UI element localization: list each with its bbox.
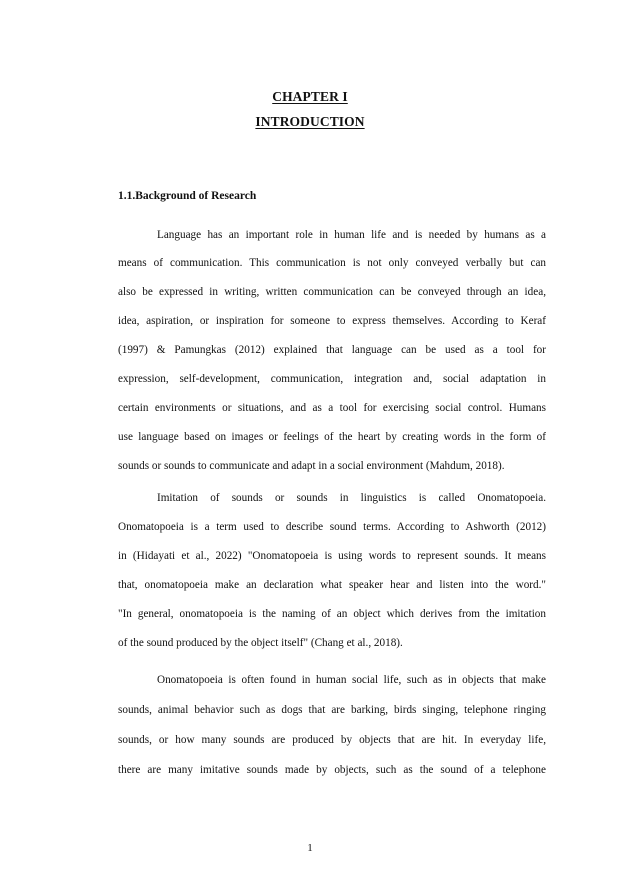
paragraph-line: sounds, or how many sounds are produced by objects that are hit. In everyday life, — [118, 734, 546, 746]
paragraph-line: there are many imitative sounds made by objects, such as the sound of a telephone — [118, 764, 546, 776]
paragraph-line: Onomatopoeia is often found in human social life, such as in objects that make — [157, 674, 546, 686]
paragraph-line: in (Hidayati et al., 2022) "Onomatopoeia is using words to represent sounds. It means — [118, 550, 546, 562]
paragraph-line: use language based on images or feelings of the heart by creating words in the form of — [118, 431, 546, 443]
paragraph-line: means of communication. This communication is not only conveyed verbally but can — [118, 257, 546, 269]
paragraph-line: that, onomatopoeia make an declaration what speaker hear and listen into the word." — [118, 579, 546, 591]
paragraph-line: (1997) & Pamungkas (2012) explained that language can be used as a tool for — [118, 344, 546, 356]
chapter-title: CHAPTER I — [272, 89, 348, 104]
paragraph-line: certain environments or situations, and as a tool for exercising social control. Humans — [118, 402, 546, 414]
paragraph-line: sounds or sounds to communicate and adapt in a social environment (Mahdum, 2018). — [118, 460, 505, 472]
page-number: 1 — [307, 842, 313, 854]
paragraph-line: idea, aspiration, or inspiration for someone to express themselves. According to Keraf — [118, 315, 546, 327]
paragraph-line: Imitation of sounds or sounds in linguistics is called Onomatopoeia. — [157, 492, 546, 504]
paragraph-line: also be expressed in writing, written communication can be conveyed through an idea, — [118, 286, 546, 298]
paragraph-line: sounds, animal behavior such as dogs that are barking, birds singing, telephone ringing — [118, 704, 546, 716]
paragraph-line: "In general, onomatopoeia is the naming of an object which derives from the imitation — [118, 608, 546, 620]
paragraph-line: expression, self-development, communication, integration and, social adaptation in — [118, 373, 546, 385]
section-heading: 1.1.Background of Research — [118, 190, 257, 202]
paragraph-line: Language has an important role in human life and is needed by humans as a — [157, 229, 546, 241]
chapter-subtitle: INTRODUCTION — [255, 114, 365, 129]
paragraph-line: Onomatopoeia is a term used to describe sound terms. According to Ashworth (2012) — [118, 521, 546, 533]
paragraph-line: of the sound produced by the object itself" (Chang et al., 2018). — [118, 637, 403, 649]
